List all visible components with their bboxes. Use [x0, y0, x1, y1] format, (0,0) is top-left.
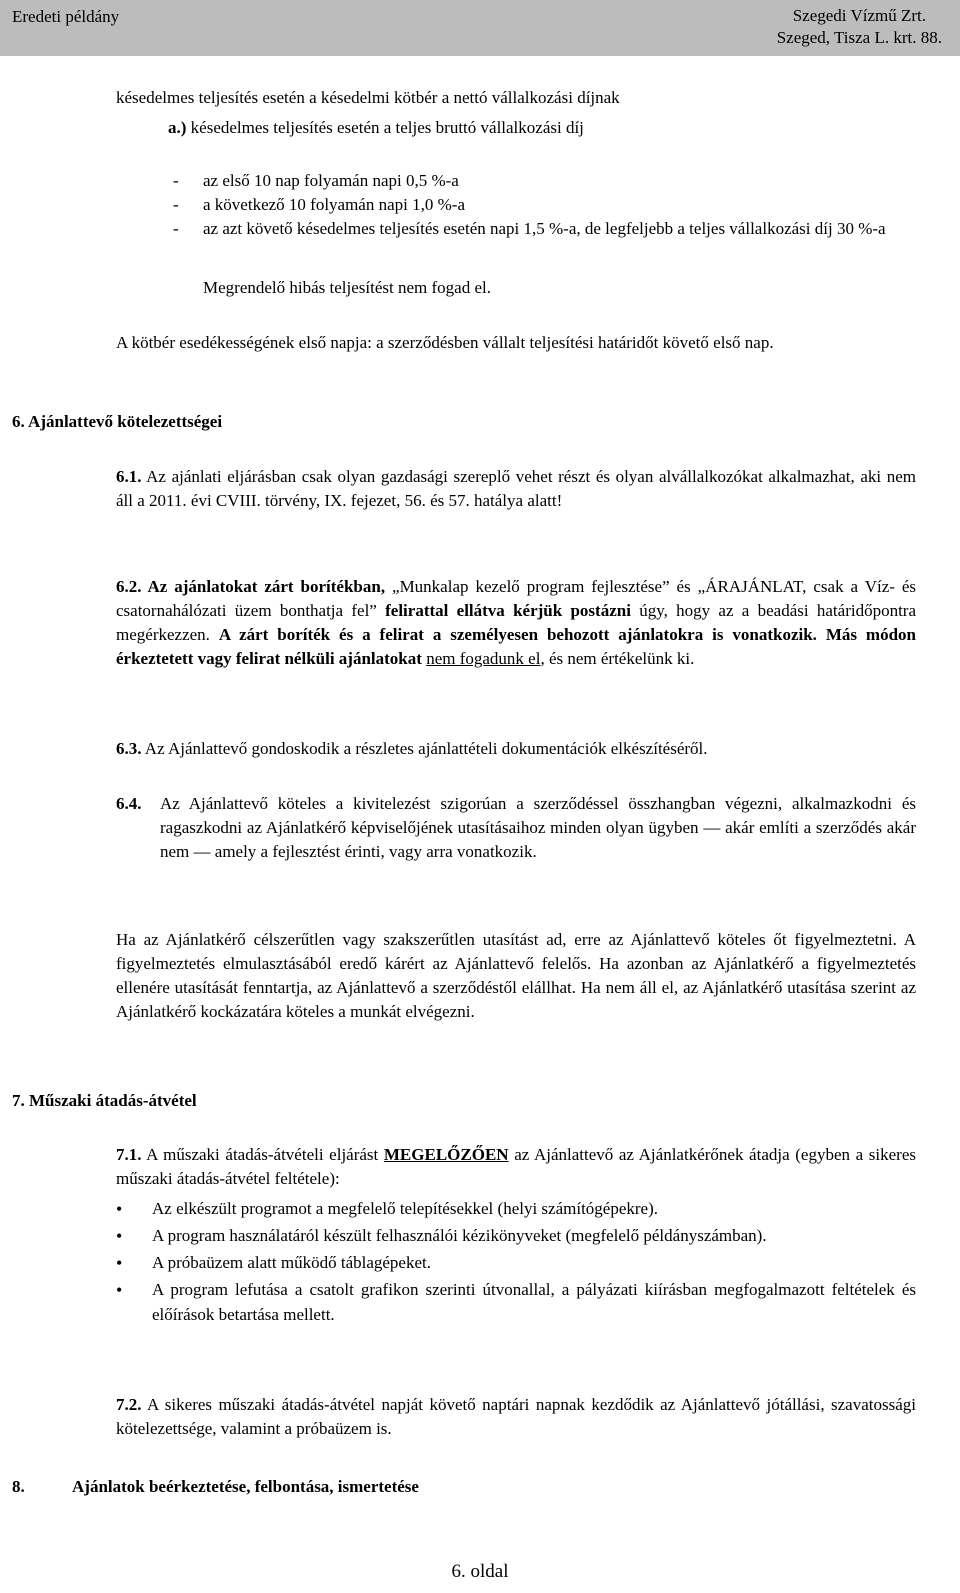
intro-num: a.)	[168, 118, 187, 137]
header-company-address: Szeged, Tisza L. krt. 88.	[776, 28, 942, 47]
handover-item: • A program lefutása a csatolt grafikon szerinti útvonallal, a pályázati kiírásban megfogalmazott feltételek és előírások betartása mellett.	[116, 1278, 916, 1326]
penalty-list	[173, 169, 918, 241]
handover-item: • Az elkészült programot a megfelelő telepítésekkel (helyi számítógépekre).	[116, 1197, 916, 1221]
paragraph-6-2-bold-1: Az ajánlatokat zárt borítékban,	[141, 577, 386, 596]
paragraph-7-1-number: 7.1.	[116, 1145, 142, 1164]
intro-line-1: késedelmes teljesítés esetén a késedelmi kötbér a nettó vállalkozási díjnak	[116, 88, 620, 107]
paragraph-6-4-b: Ha az Ajánlatkérő célszerűtlen vagy szakszerűtlen utasítást ad, erre az Ajánlattevő köteles őt figyelmeztetni. A figyelmeztetés elmulasztásából eredő kárért az Ajánlattevő felelős. Ha azonban az Ajánlatkérő a figyelmeztetés ellenére utasítását fenntartja, az Ajánlattevő a szerződéstől elállhat. Ha nem áll el, az Ajánlatkérő utasítása szerint az Ajánlatkérő kockázatára köteles a munkát elvégezni.	[116, 930, 916, 1022]
header-company	[777, 5, 942, 49]
paragraph-7-1	[116, 1143, 916, 1191]
paragraph-6-2-number: 6.2.	[116, 577, 142, 596]
section-8-text: Ajánlatok beérkeztetése, felbontása, ismertetése	[72, 1477, 419, 1496]
paragraph-6-1	[116, 465, 916, 513]
paragraph-7-2-number: 7.2.	[116, 1395, 142, 1414]
section-7-title: 7. Műszaki átadás-átvétel	[12, 1091, 197, 1110]
section-8-title	[12, 1475, 419, 1499]
paragraph-6-2-underline: nem fogadunk el	[426, 649, 541, 669]
paragraph-6-2-bold-3: A zárt boríték és a felirat a személyesen behozott ajánlatokra is vonatkozik. Más módon érkeztetett vagy felirat nélküli ajánlatokat	[116, 625, 916, 669]
section-8-number: 8.	[12, 1477, 25, 1496]
paragraph-6-4-number: 6.4.	[116, 794, 142, 813]
page-number: 6. oldal	[451, 1561, 509, 1582]
penalty-item: - a következő 10 folyamán napi 1,0 %-a	[173, 193, 918, 217]
penalty-item: - az első 10 nap folyamán napi 0,5 %-a	[173, 169, 918, 193]
intro-line-2	[168, 116, 928, 140]
paragraph-7-2-text: A sikeres műszaki átadás-átvétel napját követő naptári napnak kezdődik az Ajánlattevő jótállási, szavatossági kötelezettsége, valamint a próbaüzem is.	[116, 1395, 916, 1439]
paragraph-6-3-number: 6.3.	[116, 739, 142, 758]
header-company-name: Szegedi Vízmű Zrt.	[792, 6, 926, 25]
handover-list	[116, 1197, 916, 1327]
paragraph-7-1-text-2: az Ajánlattevő az Ajánlatkérőnek átadja (egyben a sikeres műszaki átadás-átvétel feltétele):	[116, 1145, 916, 1189]
paragraph-6-1-text: Az ajánlati eljárásban csak olyan gazdasági szereplő vehet részt és olyan alvállalkozókat alkalmazhat, aki nem áll a 2011. évi CVIII. törvény, IX. fejezet, 56. és 57. hatálya alatt!	[116, 467, 916, 511]
handover-item: • A próbaüzem alatt működő táblagépeket.	[116, 1251, 916, 1275]
paragraph-6-3-text: Az Ajánlattevő gondoskodik a részletes ajánlattételi dokumentációk elkészítéséről.	[141, 739, 708, 758]
paragraph-7-1-emphasis: MEGELŐZŐEN	[383, 1145, 509, 1164]
paragraph-7-2	[116, 1393, 916, 1441]
page-header	[0, 0, 960, 56]
megrendelo-note: Megrendelő hibás teljesítést nem fogad el.	[203, 278, 491, 297]
paragraph-6-1-number: 6.1.	[116, 467, 142, 486]
paragraph-7-1-text-1: A műszaki átadás-átvételi eljárást	[141, 1145, 384, 1164]
kotber-paragraph: A kötbér esedékességének első napja: a szerződésben vállalt teljesítési határidőt követő első nap.	[116, 333, 774, 352]
paragraph-6-4-text: Az Ajánlattevő köteles a kivitelezést szigorúan a szerződéssel összhangban végezni, alkalmazkodni és ragaszkodni az Ajánlatkérő képviselőjének utasításaihoz minden olyan ügyben — akár említi a szerződés akár nem — amely a fejlesztést érinti, vagy arra vonatkozik.	[160, 794, 916, 862]
paragraph-6-2-text-4: , és nem értékelünk ki.	[540, 649, 695, 669]
handover-item: • A program használatáról készült felhasználói kézikönyveket (megfelelő példányszámban).	[116, 1224, 916, 1248]
paragraph-6-2-text-1: „Munkalap kezelő program fejlesztése” és „ÁRAJÁNLAT, csak a Víz- és csatornahálózati üzem bonthatja fel”	[116, 577, 916, 621]
paragraph-6-2-bold-2: felirattal ellátva kérjük postázni	[385, 601, 631, 621]
paragraph-6-2-text-2: úgy, hogy az a beadási határidőpontra megérkezzen.	[116, 601, 917, 645]
intro-line-2-text: késedelmes teljesítés esetén a teljes bruttó vállalkozási díj	[186, 118, 584, 137]
header-copy-label: Eredeti példány	[12, 7, 120, 26]
paragraph-6-3	[116, 737, 916, 761]
paragraph-6-4	[116, 792, 916, 864]
paragraph-6-2	[116, 575, 916, 672]
penalty-item: - az azt követő késedelmes teljesítés esetén napi 1,5 %-a, de legfeljebb a teljes vállalkozási díj 30 %-a	[173, 217, 918, 241]
section-6-title: 6. Ajánlattevő kötelezettségei	[12, 412, 223, 431]
